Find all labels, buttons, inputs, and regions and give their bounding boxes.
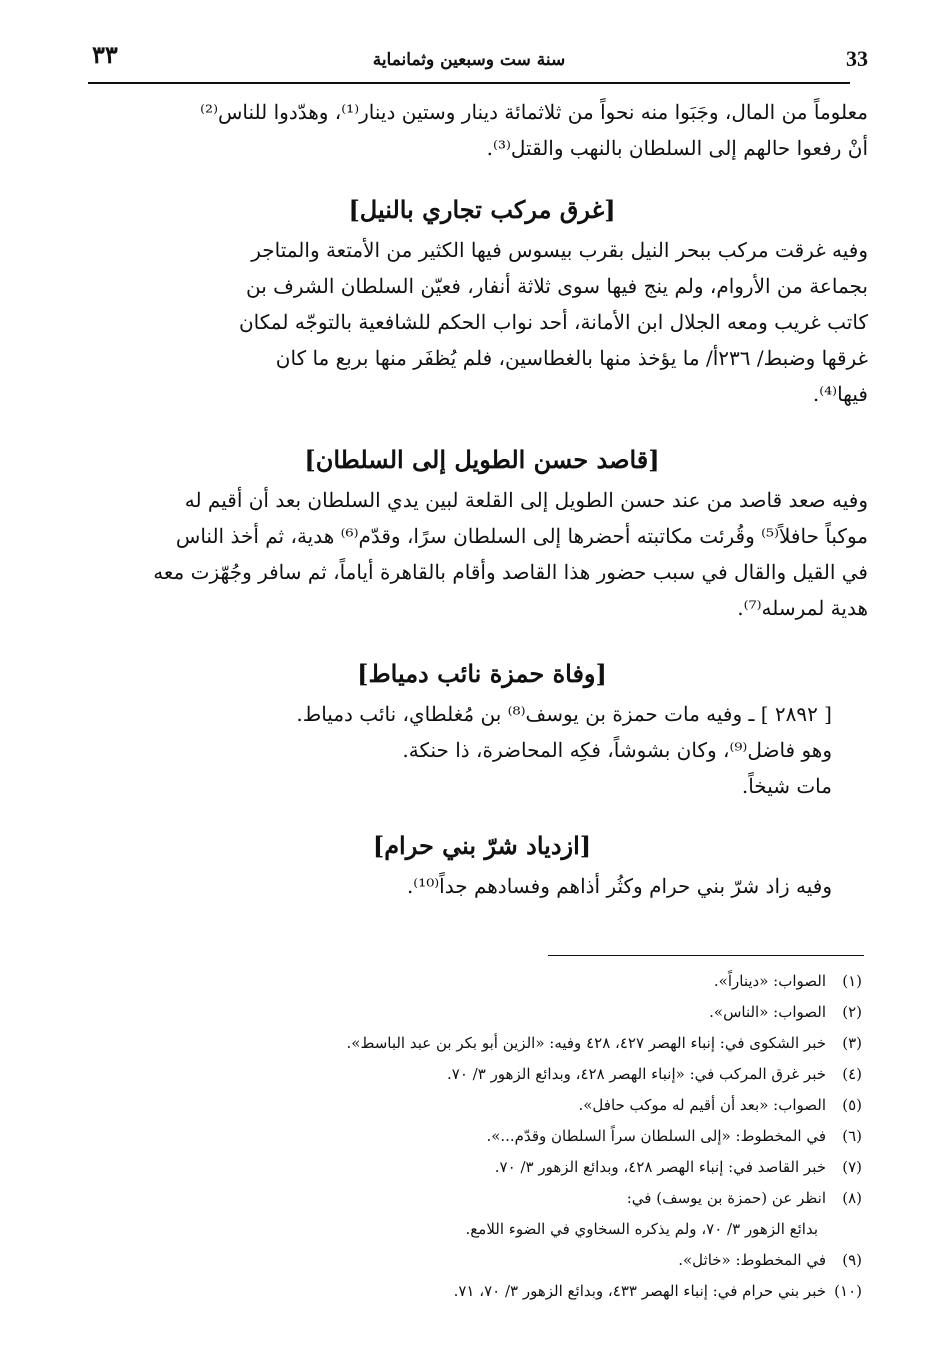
footnote-number: (١٠) [834, 1282, 862, 1300]
text-line: غرقها وضبط/ ٢٣٦أ/ ما يؤخذ منها بالغطاسين، فلم يُظفَر منها بربع ما كان [275, 346, 868, 370]
section-death-hamza [96, 652, 868, 804]
footnote-text: الصواب: «بعد أن أقيم له موكب حافل». [578, 1096, 826, 1114]
footnote-number: (٨) [842, 1189, 862, 1207]
footnote-text: في المخطوط: «خاثل». [678, 1251, 826, 1269]
footnote-text: في المخطوط: «إلى السلطان سراً السلطان وقدّم...». [486, 1127, 826, 1145]
text-line: أنْ رفعوا حالهم إلى السلطان بالنهب والقتل⁽³⁾. [486, 136, 868, 160]
footnote [150, 1152, 862, 1183]
footnote-text: خبر القاصد في: إنباء الهصر ٤٢٨، وبدائع الزهور ٣/ ٧٠. [494, 1158, 826, 1176]
footnote-number: (٩) [842, 1251, 862, 1269]
text-line: وهو فاضل⁽⁹⁾، وكان بشوشاً، فكِه المحاضرة، ذا حنكة. [402, 738, 832, 762]
footnote [150, 1059, 862, 1090]
section-heading: [غرق مركب تجاري بالنيل] [348, 195, 616, 224]
page-number-arabic: ٣٣ [92, 40, 118, 69]
indented-block [96, 696, 868, 804]
footnote-text: خبر الشكوى في: إنباء الهصر ٤٢٧، ٤٢٨ وفيه: «الزين أبو بكر بن عبد الباسط». [346, 1034, 826, 1052]
text-line: موكباً حافلاً⁽⁵⁾ وقُرئت مكاتبته أحضرها إلى السلطان سرًا، وقدّم⁽⁶⁾ هدية، ثم أخذ الناس [175, 524, 868, 548]
footnote-text: الصواب: «ديناراً». [713, 972, 826, 990]
section-envoy [96, 438, 868, 626]
text-line: [ ٢٨٩٢ ] ـ وفيه مات حمزة بن يوسف⁽⁸⁾ بن مُغلطاي، نائب دمياط. [296, 702, 832, 726]
running-header [88, 38, 868, 78]
text-line: وفيه صعد قاصد من عند حسن الطويل إلى القلعة لبين يدي السلطان بعد أن أقيم له [184, 488, 868, 512]
footnote-number: (٦) [842, 1127, 862, 1145]
text-line: هدية لمرسله⁽⁷⁾. [737, 596, 868, 620]
footnotes [150, 966, 862, 1307]
text-line: مات شيخاً. [741, 774, 832, 798]
footnote-number: (١) [842, 972, 862, 990]
footnote-continuation [150, 1214, 862, 1245]
section-heading: [قاصد حسن الطويل إلى السلطان] [304, 445, 660, 474]
section-bani-haram [96, 824, 868, 904]
footnote [150, 1121, 862, 1152]
footnote [150, 997, 862, 1028]
footnote [150, 1090, 862, 1121]
text-line: فيها⁽⁴⁾. [812, 382, 868, 406]
section-heading: [ازدياد شرّ بني حرام] [372, 831, 592, 860]
text-line: كاتب غريب ومعه الجلال ابن الأمانة، أحد نواب الحكم للشافعية بالتوجّه لمكان [238, 310, 868, 334]
text-line: معلوماً من المال، وجَبَوا منه نحواً من ثلاثمائة دينار وستين دينار⁽¹⁾، وهدّدوا للناس⁽²⁾ [200, 100, 868, 124]
footnote [150, 1028, 862, 1059]
footnote-number: (٣) [842, 1034, 862, 1052]
text-line: وفيه غرقت مركب ببحر النيل بقرب بيسوس فيها الكثير من الأمتعة والمتاجر [251, 238, 868, 262]
footnote [150, 1183, 862, 1214]
section-ship-sinking [96, 188, 868, 412]
footnote-text: بدائع الزهور ٣/ ٧٠، ولم يذكره السخاوي في الضوء اللامع. [465, 1220, 818, 1238]
footnote [150, 1245, 862, 1276]
footnote-text: الصواب: «الناس». [709, 1003, 826, 1021]
footnote-text: انظر عن (حمزة بن يوسف) في: [626, 1189, 826, 1207]
footnote-text: خبر بني حرام في: إنباء الهصر ٤٣٣، وبدائع الزهور ٣/ ٧٠، ٧١. [453, 1282, 826, 1300]
footnote-number: (٤) [842, 1065, 862, 1083]
text-line: في القيل والقال في سبب حضور هذا القاصد وأقام بالقاهرة أياماً، ثم سافر وجُهّزت معه [153, 560, 868, 584]
footnote-number: (٧) [842, 1158, 862, 1176]
section-heading: [وفاة حمزة نائب دمياط] [357, 659, 607, 688]
footnote-number: (٢) [842, 1003, 862, 1021]
text-line: بجماعة من الأروام، ولم ينج فيها سوى ثلاثة أنفار، فعيّن السلطان الشرف بن [246, 274, 868, 298]
footnote-text: خبر غرق المركب في: «إنباء الهصر ٤٢٨، وبدائع الزهور ٣/ ٧٠. [447, 1065, 826, 1083]
footnote-rule [548, 955, 864, 956]
running-title: سنة ست وسبعين وثمانماية [372, 50, 566, 70]
footnote [150, 1276, 862, 1307]
text-line: وفيه زاد شرّ بني حرام وكثُر أذاهم وفسادهم جداً⁽¹⁰⁾. [406, 874, 832, 898]
indented-block [96, 868, 868, 904]
header-rule [88, 82, 850, 84]
footnote [150, 966, 862, 997]
intro-paragraph [96, 94, 868, 166]
footnote-number: (٥) [842, 1096, 862, 1114]
page-number-latin: 33 [846, 46, 868, 71]
